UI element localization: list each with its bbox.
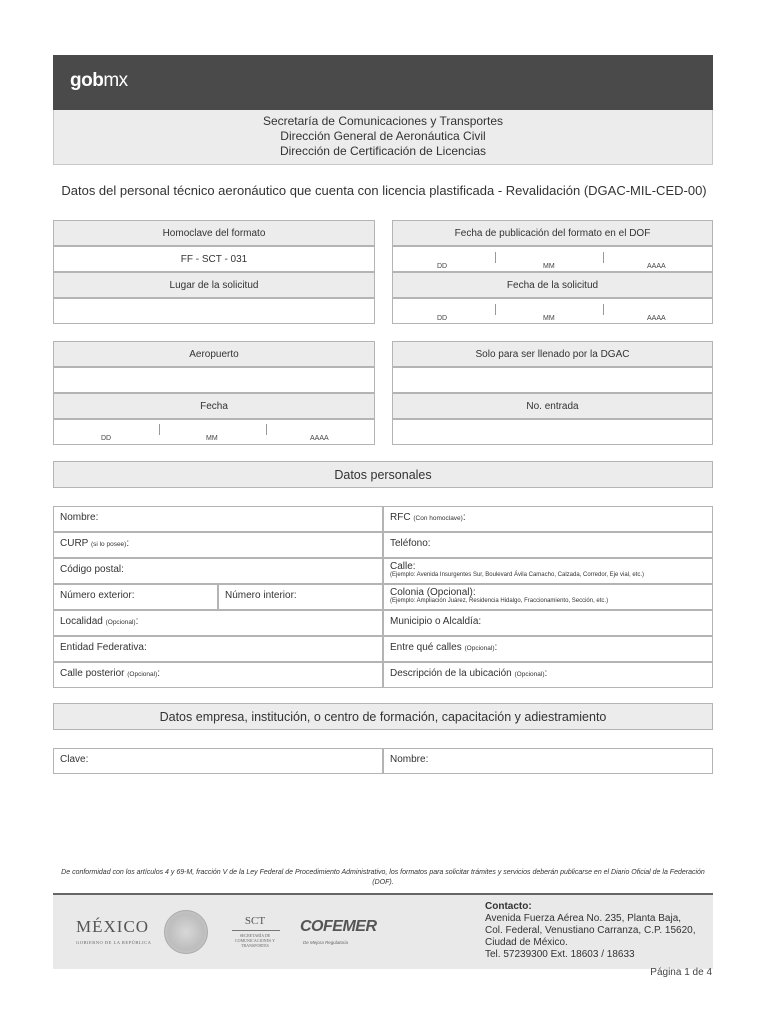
contact-block xyxy=(485,901,696,961)
colonia-field[interactable] xyxy=(383,584,713,610)
calle-label: Calle: xyxy=(390,561,416,572)
colon: : xyxy=(544,668,548,679)
calle-example: (Ejemplo: Avenida Insurgentes Sur, Boulevard Ávila Camacho, Calzada, Corredor, Eje vial, etc.) xyxy=(390,572,645,578)
codigo-postal-label: Código postal: xyxy=(60,564,124,575)
mm-label: MM xyxy=(206,435,218,442)
rfc-field[interactable] xyxy=(383,506,713,532)
telefono-field[interactable] xyxy=(383,532,713,558)
colonia-label: Colonia (Opcional): xyxy=(390,587,476,598)
company-section-title: Datos empresa, institución, o centro de formación, capacitación y adiestramiento xyxy=(53,703,713,730)
entre-calles-label: Entre qué calles xyxy=(390,642,462,653)
calle-posterior-label: Calle posterior xyxy=(60,668,125,679)
page-number: Página 1 de 4 xyxy=(650,967,712,978)
logo-main: gob xyxy=(70,70,104,91)
colonia-example: (Ejemplo: Ampliación Juárez, Residencia Hidalgo, Fraccionamiento, Sección, etc.) xyxy=(390,598,609,604)
colon: : xyxy=(157,668,161,679)
mexico-logo: MÉXICO xyxy=(76,917,150,936)
aaaa-label: AAAA xyxy=(647,315,666,322)
clave-field[interactable] xyxy=(53,748,383,774)
agency-line-3: Dirección de Certificación de Licencias xyxy=(279,144,487,158)
agency-line-2: Dirección General de Aeronáutica Civil xyxy=(280,129,486,143)
dgac-only-field[interactable] xyxy=(392,367,713,393)
curp-field[interactable] xyxy=(53,532,383,558)
fecha-field[interactable] xyxy=(53,419,375,445)
contact-line: Tel. 57239300 Ext. 18603 / 18633 xyxy=(485,949,635,960)
company-nombre-field[interactable] xyxy=(383,748,713,774)
dd-label: DD xyxy=(437,315,448,322)
date-divider xyxy=(495,252,496,263)
calle-posterior-field[interactable] xyxy=(53,662,383,688)
national-seal-icon xyxy=(164,910,208,954)
mexico-logo-sub: GOBIERNO DE LA REPÚBLICA xyxy=(76,940,152,945)
entre-calles-field[interactable] xyxy=(383,636,713,662)
rfc-label: RFC xyxy=(390,512,411,523)
fecha-label: Fecha xyxy=(53,393,375,419)
mm-label: MM xyxy=(543,263,555,270)
nombre-label: Nombre: xyxy=(60,512,99,523)
entidad-label: Entidad Federativa: xyxy=(60,642,147,653)
lugar-label: Lugar de la solicitud xyxy=(53,272,375,298)
aeropuerto-input[interactable] xyxy=(53,367,375,393)
date-divider xyxy=(495,304,496,315)
company-nombre-label: Nombre: xyxy=(390,754,429,765)
sct-logo: SCT xyxy=(244,915,266,927)
optional-note: (Opcional) xyxy=(105,619,136,626)
contact-line: Avenida Fuerza Aérea No. 235, Planta Baja, xyxy=(485,913,682,924)
colon: : xyxy=(462,512,466,523)
curp-label: CURP xyxy=(60,538,89,549)
personal-section-title: Datos personales xyxy=(53,461,713,488)
optional-note: (Opcional) xyxy=(127,671,158,678)
document-title: Datos del personal técnico aeronáutico que cuenta con licencia plastificada - Revalidación (DGAC-MIL-CED-00) xyxy=(61,183,707,198)
aaaa-label: AAAA xyxy=(310,435,329,442)
date-divider xyxy=(159,424,160,435)
optional-note: (Opcional) xyxy=(464,645,495,652)
municipio-label: Municipio o Alcaldía: xyxy=(390,616,482,627)
descripcion-field[interactable] xyxy=(383,662,713,688)
aeropuerto-label: Aeropuerto xyxy=(53,341,375,367)
telefono-label: Teléfono: xyxy=(390,538,431,549)
dd-label: DD xyxy=(101,435,112,442)
municipio-field[interactable] xyxy=(383,610,713,636)
contact-line: Ciudad de México. xyxy=(485,937,568,948)
agency-line-1: Secretaría de Comunicaciones y Transportes xyxy=(262,114,504,128)
mm-label: MM xyxy=(543,315,555,322)
cofemer-logo-sub: De Mejora Regulatoria xyxy=(303,940,349,945)
colon: : xyxy=(126,538,130,549)
localidad-label: Localidad xyxy=(60,616,103,627)
clave-label: Clave: xyxy=(60,754,89,765)
localidad-field[interactable] xyxy=(53,610,383,636)
date-divider xyxy=(603,252,604,263)
calle-field[interactable] xyxy=(383,558,713,584)
date-divider xyxy=(266,424,267,435)
nombre-field[interactable] xyxy=(53,506,383,532)
colon: : xyxy=(494,642,498,653)
contact-title: Contacto: xyxy=(485,901,532,912)
lugar-input[interactable] xyxy=(53,298,375,324)
homoclave-label: Homoclave del formato xyxy=(53,220,375,246)
legal-note: De conformidad con los artículos 4 y 69-M, fracción V de la Ley Federal de Procedimiento Administrativo, los formatos para solicitar trámites y servicios deberán publicarse en el Diario Oficial de la Federación (DOF). xyxy=(61,869,705,886)
gobmx-logo[interactable] xyxy=(70,70,128,92)
codigo-postal-field[interactable] xyxy=(53,558,383,584)
sct-logo-sub: SECRETARÍA DE COMUNICACIONES Y TRANSPORTES xyxy=(235,933,275,948)
entidad-field[interactable] xyxy=(53,636,383,662)
contact-line: Col. Federal, Venustiano Carranza, C.P. 15620, xyxy=(485,925,696,936)
cofemer-logo: COFEMER xyxy=(300,918,377,935)
curp-note: (si lo posee) xyxy=(90,541,127,548)
header-bar xyxy=(53,55,713,110)
fecha-solicitud-label: Fecha de la solicitud xyxy=(392,272,713,298)
homoclave-value: FF - SCT - 031 xyxy=(53,246,375,272)
agency-header xyxy=(53,110,713,165)
dgac-only-label: Solo para ser llenado por la DGAC xyxy=(392,341,713,367)
numero-interior-field[interactable] xyxy=(218,584,383,610)
numero-interior-label: Número interior: xyxy=(225,590,297,601)
sct-logo-rule xyxy=(232,930,280,931)
fecha-publicacion-field[interactable] xyxy=(392,246,713,272)
rfc-note: (Con homoclave) xyxy=(413,515,463,522)
fecha-publicacion-label: Fecha de publicación del formato en el DOF xyxy=(392,220,713,246)
numero-exterior-field[interactable] xyxy=(53,584,218,610)
dd-label: DD xyxy=(437,263,448,270)
colon: : xyxy=(135,616,139,627)
logo-suffix: mx xyxy=(103,70,128,91)
no-entrada-label: No. entrada xyxy=(392,393,713,419)
date-divider xyxy=(603,304,604,315)
aaaa-label: AAAA xyxy=(647,263,666,270)
fecha-solicitud-field[interactable] xyxy=(392,298,713,324)
no-entrada-field[interactable] xyxy=(392,419,713,445)
optional-note: (Opcional) xyxy=(514,671,545,678)
numero-exterior-label: Número exterior: xyxy=(60,590,135,601)
descripcion-label: Descripción de la ubicación xyxy=(390,668,512,679)
